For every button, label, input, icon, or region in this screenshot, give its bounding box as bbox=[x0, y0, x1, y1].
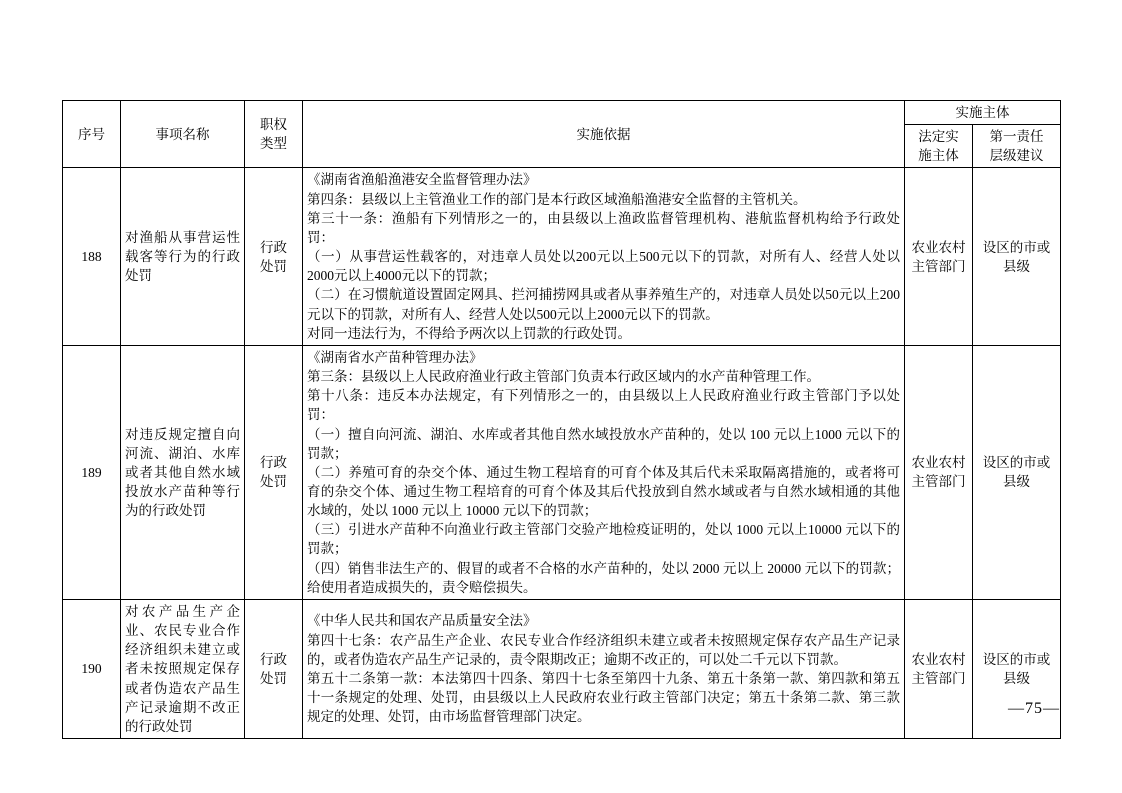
cell-authority-type-line2: 处罚 bbox=[260, 258, 287, 274]
cell-authority-type-line1: 行政 bbox=[260, 239, 287, 255]
cell-legal-basis bbox=[303, 345, 905, 599]
column-header-type bbox=[245, 101, 303, 168]
legal-basis-paragraph: （三）引进水产苗种不向渔业行政主管部门交验产地检疫证明的，处以 1000 元以上10000 元以下的罚款； bbox=[307, 522, 900, 557]
table-header bbox=[63, 101, 1061, 168]
cell-authority-type-line2: 处罚 bbox=[260, 670, 287, 686]
legal-basis-paragraph: 第四十七条：农产品生产企业、农民专业合作经济组织未建立或者未按照规定保存农产品生产记录的，或者伪造农产品生产记录的，责令限期改正；逾期不改正的，可以处二千元以下罚款。 bbox=[307, 632, 900, 667]
column-header-type-line2: 类型 bbox=[260, 136, 287, 152]
legal-basis-paragraph: 对同一违法行为，不得给予两次以上罚款的行政处罚。 bbox=[307, 325, 631, 341]
legal-basis-paragraph: 《湖南省渔船渔港安全监督管理办法》 bbox=[307, 172, 537, 188]
legal-basis-paragraph: 第四条：县级以上主管渔业工作的部门是本行政区域渔船渔港安全监督的主管机关。 bbox=[307, 191, 807, 207]
cell-legal-basis bbox=[303, 599, 905, 738]
cell-seq: 190 bbox=[63, 599, 121, 738]
column-header-legal-subject-line2: 施主体 bbox=[918, 148, 959, 164]
cell-seq: 188 bbox=[63, 168, 121, 345]
legal-basis-paragraph: 第五十二条第一款：本法第四十四条、第四十七条至第四十九条、第五十条第一款、第四款和第五十一条规定的处理、处罚，由县级以上人民政府农业行政主管部门决定；第五十条第二款、第三款规定的处理、处罚，由市场监督管理部门决定。 bbox=[307, 670, 900, 725]
table-row bbox=[63, 599, 1061, 738]
cell-authority-type-line2: 处罚 bbox=[260, 474, 287, 490]
page-number: —75— bbox=[1008, 700, 1060, 717]
cell-responsibility-level: 设区的市或县级 bbox=[973, 599, 1061, 738]
cell-authority-type-line1: 行政 bbox=[260, 455, 287, 471]
cell-item-name: 对违反规定擅自向河流、湖泊、水库或者其他自然水域投放水产苗种等行为的行政处罚 bbox=[121, 345, 245, 599]
cell-legal-subject: 农业农村主管部门 bbox=[905, 345, 973, 599]
column-header-name: 事项名称 bbox=[121, 101, 245, 168]
column-header-level bbox=[973, 125, 1061, 168]
legal-basis-paragraph: 《湖南省水产苗种管理办法》 bbox=[307, 349, 483, 365]
legal-basis-paragraph: （四）销售非法生产的、假冒的或者不合格的水产苗种的，处以 2000 元以上 20000 元以下的罚款；给使用者造成损失的，责令赔偿损失。 bbox=[307, 560, 900, 595]
column-header-level-line1: 第一责任 bbox=[989, 129, 1044, 145]
cell-responsibility-level: 设区的市或县级 bbox=[973, 168, 1061, 345]
column-header-subject-group: 实施主体 bbox=[905, 101, 1061, 125]
legal-basis-paragraph: 第十八条：违反本办法规定，有下列情形之一的，由县级以上人民政府渔业行政主管部门予以处罚： bbox=[307, 388, 900, 423]
table-row bbox=[63, 345, 1061, 599]
cell-seq: 189 bbox=[63, 345, 121, 599]
authority-items-table bbox=[62, 100, 1061, 739]
table-header-row-1 bbox=[63, 101, 1061, 125]
cell-legal-basis bbox=[303, 168, 905, 345]
cell-authority-type bbox=[245, 345, 303, 599]
column-header-legal-subject bbox=[905, 125, 973, 168]
cell-item-name: 对渔船从事营运性载客等行为的行政处罚 bbox=[121, 168, 245, 345]
legal-basis-paragraph: （二）养殖可育的杂交个体、通过生物工程培育的可育个体及其后代未采取隔离措施的，或者将可育的杂交个体、通过生物工程培育的可育个体及其后代投放到自然水域或者与自然水域相通的其他水域的，处以 1000 元以上 10000 元以下的罚款； bbox=[307, 464, 900, 519]
legal-basis-paragraph: （一）擅自向河流、湖泊、水库或者其他自然水域投放水产苗种的，处以 100 元以上1000 元以下的罚款； bbox=[307, 426, 900, 461]
legal-basis-paragraph: 第三条：县级以上人民政府渔业行政主管部门负责本行政区域内的水产苗种管理工作。 bbox=[307, 369, 820, 385]
column-header-legal-subject-line1: 法定实 bbox=[918, 129, 959, 145]
column-header-seq: 序号 bbox=[63, 101, 121, 168]
table-body bbox=[63, 168, 1061, 739]
column-header-basis: 实施依据 bbox=[303, 101, 905, 168]
cell-legal-subject: 农业农村主管部门 bbox=[905, 168, 973, 345]
cell-legal-subject: 农业农村主管部门 bbox=[905, 599, 973, 738]
legal-basis-paragraph: 第三十一条：渔船有下列情形之一的，由县级以上渔政监督管理机构、港航监督机构给予行政处罚： bbox=[307, 210, 900, 245]
column-header-level-line2: 层级建议 bbox=[989, 148, 1044, 164]
column-header-type-line1: 职权 bbox=[260, 117, 287, 133]
cell-item-name: 对农产品生产企业、农民专业合作经济组织未建立或者未按照规定保存或者伪造农产品生产记录逾期不改正的行政处罚 bbox=[121, 599, 245, 738]
legal-basis-paragraph: （一）从事营运性载客的，对违章人员处以200元以上500元以下的罚款，对所有人、经营人处以2000元以上4000元以下的罚款； bbox=[307, 249, 900, 284]
cell-authority-type-line1: 行政 bbox=[260, 651, 287, 667]
cell-responsibility-level: 设区的市或县级 bbox=[973, 345, 1061, 599]
legal-basis-paragraph: 《中华人民共和国农产品质量安全法》 bbox=[307, 613, 537, 629]
cell-authority-type bbox=[245, 599, 303, 738]
cell-authority-type bbox=[245, 168, 303, 345]
legal-basis-paragraph: （二）在习惯航道设置固定网具、拦河捕捞网具或者从事养殖生产的，对违章人员处以50元以上200元以下的罚款，对所有人、经营人处以500元以上2000元以下的罚款。 bbox=[307, 287, 900, 322]
table-row bbox=[63, 168, 1061, 345]
